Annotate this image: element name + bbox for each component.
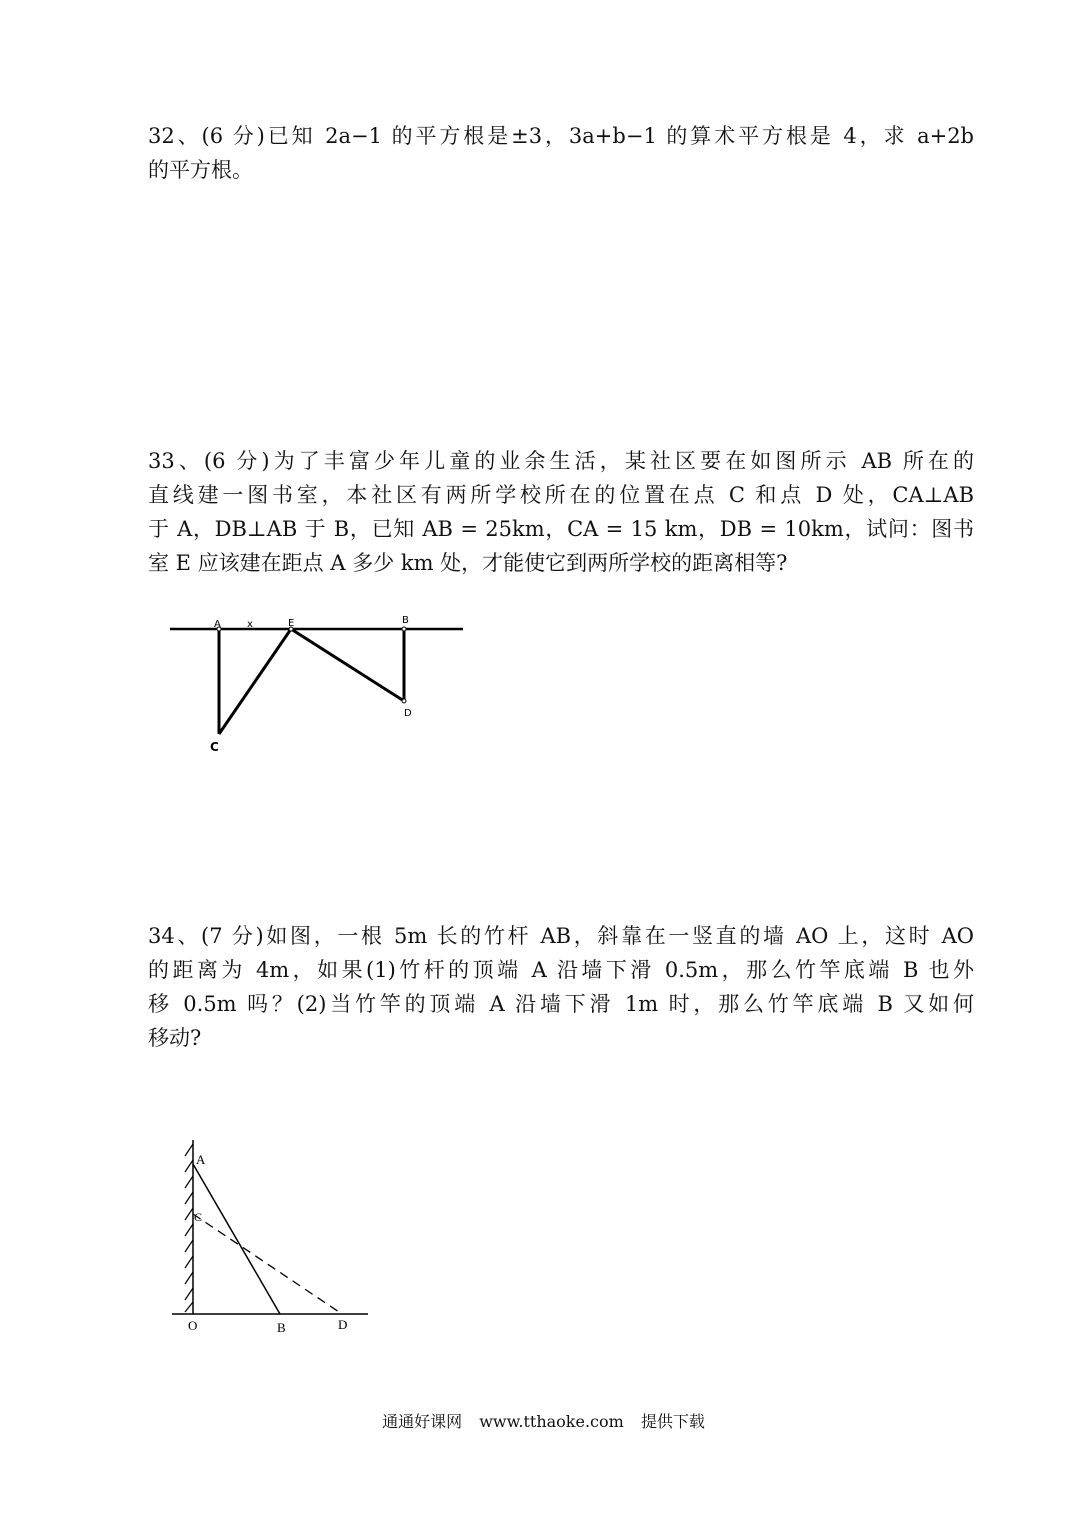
problem-34-line-4: 移动? [148,1026,202,1050]
label-x: x [247,619,253,630]
segment-ed [291,629,404,701]
problem-33 [148,444,974,580]
pole-cd [193,1214,342,1314]
problem-32-line-1: 32、(6 分)已知 2a−1 的平方根是±3，3a+b−1 的算术平方根是 4，求 a+2b [148,124,974,148]
point-d [402,699,406,703]
segment-ce [219,629,291,734]
label-c: C [194,1210,203,1224]
label-o: O [188,1318,198,1333]
label-a: A [214,619,221,630]
page-footer [0,1409,1087,1432]
problem-33-line-4: 室 E 应该建在距点 A 多少 km 处，才能使它到两所学校的距离相等? [148,551,788,575]
problem-32-line-2: 的平方根。 [148,158,253,182]
footer-site-name: 通通好课网 [382,1412,463,1431]
wall-hatching [185,1144,193,1312]
footer-note: 提供下载 [640,1412,705,1431]
label-b: B [277,1320,286,1335]
label-a: A [196,1152,206,1167]
figure-34-diagram [160,1132,390,1372]
problem-33-line-2: 直线建一图书室，本社区有两所学校所在的位置在点 C 和点 D 处，CA⊥AB [148,483,974,507]
problem-33-line-1: 33、(6 分)为了丰富少年儿童的业余生活，某社区要在如图所示 AB 所在的 [148,449,974,473]
label-d: D [404,708,412,719]
problem-33-line-3: 于 A，DB⊥AB 于 B，已知 AB = 25km，CA = 15 km，DB = 10km，试问：图书 [148,517,974,541]
problem-34 [148,919,974,1055]
point-b [402,627,406,631]
problem-34-line-3: 移 0.5m 吗？(2)当竹竿的顶端 A 沿墙下滑 1m 时，那么竹竿底端 B 又如何 [148,992,974,1016]
problem-34-line-1: 34、(7 分)如图，一根 5m 长的竹杆 AB，斜靠在一竖直的墙 AO 上，这时 AO [148,924,974,948]
figure-33-diagram [160,604,480,764]
problem-34-line-2: 的距离为 4m，如果(1)竹杆的顶端 A 沿墙下滑 0.5m，那么竹竿底端 B 也外 [148,958,974,982]
label-d: D [338,1317,348,1332]
label-e: E [288,618,295,629]
problem-32 [148,119,974,187]
pole-ab [193,1164,280,1314]
label-c: C [210,740,219,754]
label-b: B [402,615,409,626]
footer-url: www.tthaoke.com [479,1412,624,1431]
